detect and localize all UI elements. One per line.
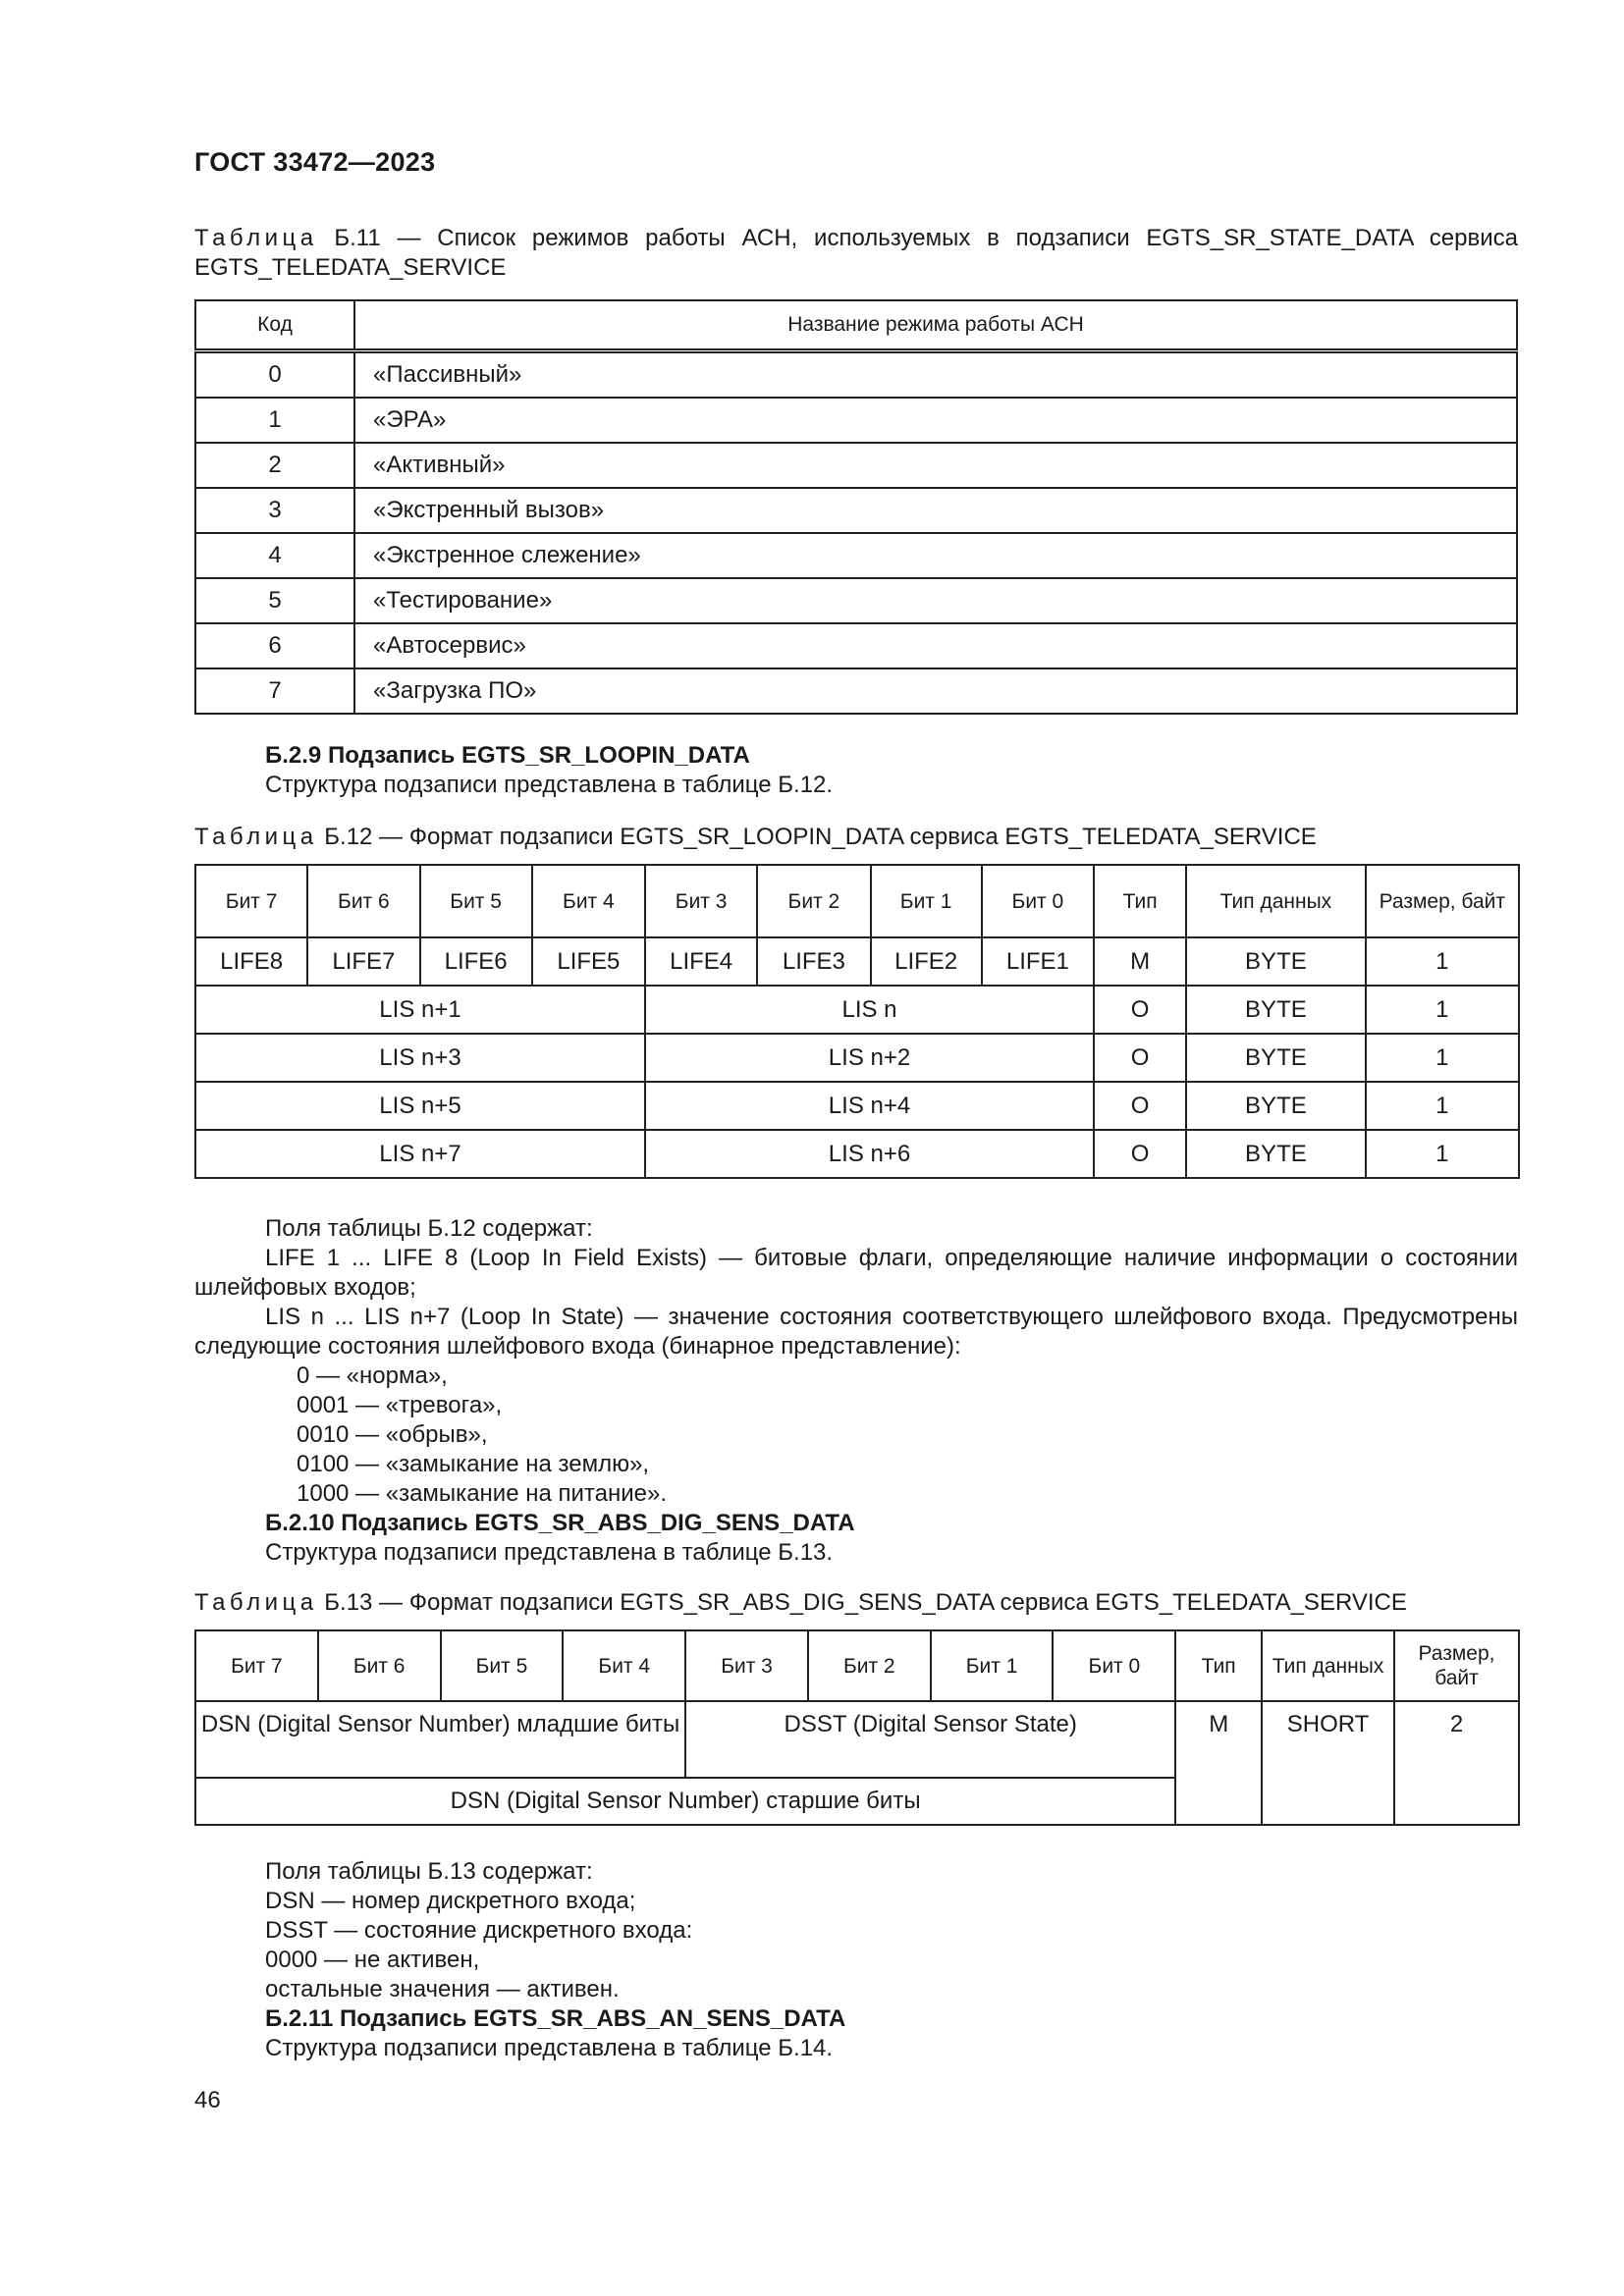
table-12-caption-text: Б.12 — Формат подзаписи EGTS_SR_LOOPIN_DATA сервиса EGTS_TELEDATA_SERVICE	[317, 824, 1317, 850]
fields-13-dsn: DSN — номер дискретного входа;	[265, 1888, 636, 1914]
size-cell: 2	[1394, 1701, 1519, 1825]
table-11-caption-text: Б.11 — Список режимов работы АСН, используемых в подзаписи EGTS_SR_STATE_DATA сервиса EGTS_TELEDATA_SERVICE	[194, 225, 1518, 281]
table-11-col-code: Код	[195, 300, 354, 351]
table-row	[195, 937, 1519, 986]
type-cell: O	[1094, 1082, 1186, 1130]
dsst-cell: DSST (Digital Sensor State)	[685, 1701, 1175, 1778]
header-cell: Бит 6	[307, 865, 419, 937]
header-cell: Бит 1	[871, 865, 982, 937]
state-item: 0100 — «замыкание на землю»,	[297, 1451, 650, 1477]
fields-13-others: остальные значения — активен.	[265, 1976, 620, 2002]
fields-13-intro: Поля таблицы Б.13 содержат:	[265, 1858, 593, 1885]
mode-code: 0	[195, 351, 354, 399]
table-11-caption-word: Таблица	[194, 225, 318, 251]
table-13-caption	[194, 1588, 1518, 1618]
header-cell: Бит 2	[757, 865, 870, 937]
lis-high-cell: LIS n+1	[195, 986, 645, 1034]
size-cell: 1	[1366, 937, 1519, 986]
header-cell: Тип	[1175, 1630, 1262, 1701]
fields-12-lis: LIS n ... LIS n+7 (Loop In State) — значение состояния соответствующего шлейфового входа. Предусмотрены следующие состояния шлейфового входа (бинарное представление):	[194, 1304, 1518, 1360]
table-13	[194, 1629, 1520, 1826]
mode-name: «ЭРА»	[354, 398, 1517, 443]
table-row	[195, 398, 1517, 443]
bit-cell: LIFE8	[195, 937, 307, 986]
table-13-caption-text: Б.13 — Формат подзаписи EGTS_SR_ABS_DIG_SENS_DATA сервиса EGTS_TELEDATA_SERVICE	[317, 1589, 1407, 1616]
section-b210-text: Структура подзаписи представлена в таблице Б.13.	[265, 1539, 834, 1566]
table-row	[195, 351, 1517, 399]
table-row	[195, 1701, 1519, 1778]
header-cell: Бит 0	[982, 865, 1094, 937]
state-item: 0 — «норма»,	[297, 1362, 448, 1389]
table-11	[194, 299, 1518, 715]
mode-name: «Тестирование»	[354, 578, 1517, 623]
size-cell: 1	[1366, 1082, 1519, 1130]
header-cell: Бит 0	[1053, 1630, 1175, 1701]
table-12-caption	[194, 823, 1518, 852]
table-12-header-row	[195, 865, 1519, 937]
table-11-header-row	[195, 300, 1517, 351]
fields-12-life: LIFE 1 ... LIFE 8 (Loop In Field Exists) — битовые флаги, определяющие наличие информации о состоянии шлейфовых входов;	[194, 1245, 1518, 1301]
mode-name: «Автосервис»	[354, 623, 1517, 668]
table-row	[195, 1034, 1519, 1082]
data-type-cell: BYTE	[1186, 1082, 1365, 1130]
section-b211-text: Структура подзаписи представлена в таблице Б.14.	[265, 2035, 834, 2061]
table-12	[194, 864, 1520, 1179]
mode-code: 7	[195, 668, 354, 714]
table-row	[195, 533, 1517, 578]
dsn-high-cell: DSN (Digital Sensor Number) старшие биты	[195, 1778, 1175, 1825]
table-row	[195, 443, 1517, 488]
header-cell: Бит 3	[645, 865, 757, 937]
size-cell: 1	[1366, 1034, 1519, 1082]
mode-code: 5	[195, 578, 354, 623]
mode-name: «Активный»	[354, 443, 1517, 488]
header-cell: Бит 5	[441, 1630, 564, 1701]
table-row	[195, 488, 1517, 533]
header-cell: Бит 1	[931, 1630, 1054, 1701]
header-cell: Бит 6	[318, 1630, 441, 1701]
bit-cell: LIFE7	[307, 937, 419, 986]
bit-cell: LIFE5	[532, 937, 645, 986]
lis-low-cell: LIS n+2	[645, 1034, 1094, 1082]
header-cell: Размер, байт	[1394, 1630, 1519, 1701]
type-cell: M	[1094, 937, 1186, 986]
table-row	[195, 668, 1517, 714]
fields-13-dsst: DSST — состояние дискретного входа:	[265, 1917, 693, 1944]
header-cell: Тип данных	[1262, 1630, 1394, 1701]
lis-low-cell: LIS n	[645, 986, 1094, 1034]
type-cell: O	[1094, 1130, 1186, 1178]
mode-name: «Пассивный»	[354, 351, 1517, 399]
data-type-cell: SHORT	[1262, 1701, 1394, 1825]
header-cell: Бит 7	[195, 1630, 318, 1701]
document-header: ГОСТ 33472—2023	[194, 147, 436, 177]
header-cell: Тип	[1094, 865, 1186, 937]
page-number: 46	[194, 2087, 221, 2113]
header-cell: Тип данных	[1186, 865, 1365, 937]
section-b29-heading: Б.2.9 Подзапись EGTS_SR_LOOPIN_DATA	[265, 742, 750, 769]
bit-cell: LIFE6	[420, 937, 532, 986]
data-type-cell: BYTE	[1186, 937, 1365, 986]
header-cell: Бит 5	[420, 865, 532, 937]
state-item: 0001 — «тревога»,	[297, 1392, 503, 1418]
header-cell: Бит 4	[532, 865, 645, 937]
mode-code: 4	[195, 533, 354, 578]
mode-code: 1	[195, 398, 354, 443]
table-row	[195, 578, 1517, 623]
state-item: 1000 — «замыкание на питание».	[297, 1480, 667, 1507]
mode-code: 2	[195, 443, 354, 488]
bit-cell: LIFE4	[645, 937, 757, 986]
table-row	[195, 1130, 1519, 1178]
header-cell: Размер, байт	[1366, 865, 1519, 937]
section-b210-heading: Б.2.10 Подзапись EGTS_SR_ABS_DIG_SENS_DATA	[265, 1510, 855, 1536]
table-row	[195, 1082, 1519, 1130]
data-type-cell: BYTE	[1186, 1130, 1365, 1178]
bit-cell: LIFE2	[871, 937, 982, 986]
lis-high-cell: LIS n+3	[195, 1034, 645, 1082]
table-11-caption	[194, 224, 1518, 283]
mode-name: «Загрузка ПО»	[354, 668, 1517, 714]
table-13-header-row	[195, 1630, 1519, 1701]
mode-name: «Экстренный вызов»	[354, 488, 1517, 533]
bit-cell: LIFE1	[982, 937, 1094, 986]
header-cell: Бит 2	[808, 1630, 931, 1701]
state-item: 0010 — «обрыв»,	[297, 1421, 488, 1448]
mode-code: 3	[195, 488, 354, 533]
header-cell: Бит 4	[563, 1630, 685, 1701]
table-13-caption-word: Таблица	[194, 1589, 318, 1616]
lis-low-cell: LIS n+4	[645, 1082, 1094, 1130]
table-row	[195, 623, 1517, 668]
lis-low-cell: LIS n+6	[645, 1130, 1094, 1178]
header-cell: Бит 7	[195, 865, 307, 937]
data-type-cell: BYTE	[1186, 1034, 1365, 1082]
fields-12-intro: Поля таблицы Б.12 содержат:	[265, 1215, 593, 1242]
table-row	[195, 986, 1519, 1034]
size-cell: 1	[1366, 986, 1519, 1034]
header-cell: Бит 3	[685, 1630, 808, 1701]
section-b211-heading: Б.2.11 Подзапись EGTS_SR_ABS_AN_SENS_DATA	[265, 2005, 846, 2032]
bit-cell: LIFE3	[757, 937, 870, 986]
table-11-col-name: Название режима работы АСН	[354, 300, 1517, 351]
fields-13-inactive: 0000 — не активен,	[265, 1947, 480, 1973]
type-cell: O	[1094, 1034, 1186, 1082]
size-cell: 1	[1366, 1130, 1519, 1178]
section-b29-text: Структура подзаписи представлена в таблице Б.12.	[265, 772, 834, 798]
data-type-cell: BYTE	[1186, 986, 1365, 1034]
dsn-low-cell: DSN (Digital Sensor Number) младшие биты	[195, 1701, 685, 1778]
lis-high-cell: LIS n+7	[195, 1130, 645, 1178]
mode-name: «Экстренное слежение»	[354, 533, 1517, 578]
mode-code: 6	[195, 623, 354, 668]
table-12-caption-word: Таблица	[194, 824, 318, 850]
type-cell: M	[1175, 1701, 1262, 1825]
lis-high-cell: LIS n+5	[195, 1082, 645, 1130]
type-cell: O	[1094, 986, 1186, 1034]
